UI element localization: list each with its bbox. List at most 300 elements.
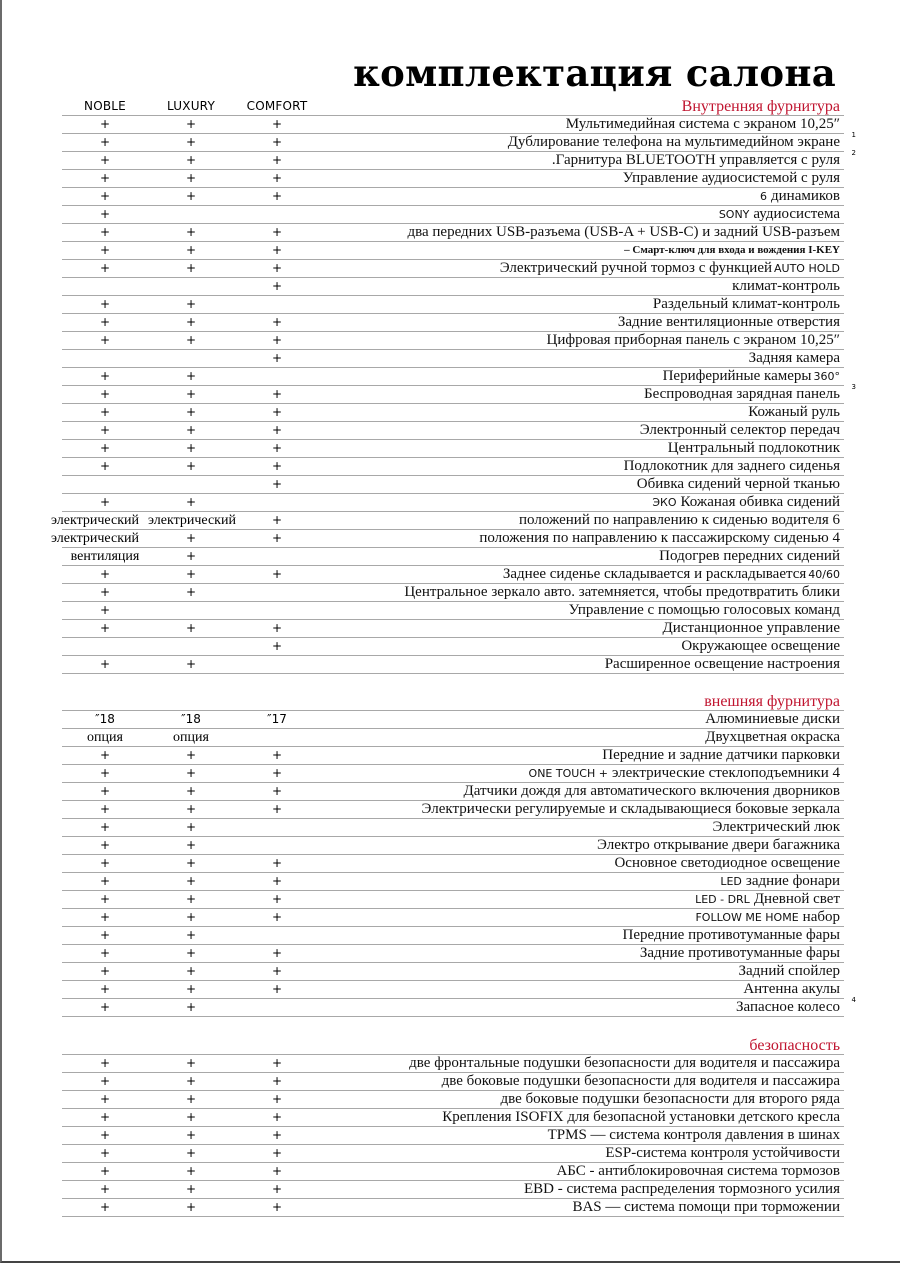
feature-text: Цифровая приборная панель с экраном 10,25″ (546, 332, 840, 348)
feature-text: Обивка сидений черной тканью (636, 476, 840, 492)
value-noble: + (99, 315, 111, 329)
value-noble: + (99, 1056, 111, 1070)
value-comfort: + (271, 225, 283, 239)
table-row (62, 368, 844, 386)
feature-label (503, 566, 840, 583)
feature-label (668, 440, 840, 457)
feature-text: Задняя камера (748, 350, 840, 366)
value-noble: электрический (51, 531, 139, 546)
feature-label (695, 909, 840, 926)
section-title: Внутренняя фурнитура (681, 98, 840, 115)
feature-label (501, 1091, 841, 1108)
table-row (51, 530, 844, 548)
value-comfort: + (271, 261, 283, 275)
feature-label (644, 386, 840, 403)
table-row (62, 440, 844, 458)
feature-text: две боковые подушки безопасности для второго ряда (500, 1091, 840, 1107)
table-row (62, 837, 844, 855)
feature-label (681, 638, 840, 655)
value-comfort: + (271, 1128, 283, 1142)
footnote-marker: 2 (851, 149, 856, 157)
value-comfort: + (271, 477, 283, 491)
feature-label (618, 314, 840, 331)
table-row (62, 476, 844, 494)
table-row (62, 638, 844, 656)
table-row (62, 783, 844, 801)
table-row (62, 620, 844, 638)
value-noble: + (99, 802, 111, 816)
value-comfort: + (271, 766, 283, 780)
value-noble: + (99, 1128, 111, 1142)
feature-label (637, 476, 840, 493)
table-row (62, 131, 856, 152)
table-row (62, 206, 844, 224)
value-noble: + (99, 928, 111, 942)
feature-label (602, 747, 840, 764)
feature-text: задние фонари (745, 873, 840, 889)
value-luxury: + (185, 1128, 197, 1142)
feature-label (624, 242, 840, 259)
feature-label (548, 1127, 840, 1144)
table-row (62, 332, 844, 350)
page-title: комплектация салона (353, 51, 836, 95)
table-row (62, 188, 844, 206)
table-row (62, 891, 844, 909)
value-comfort: + (271, 621, 283, 635)
feature-label (640, 422, 840, 439)
feature-text: климат-контроль (732, 278, 840, 294)
feature-label (422, 801, 840, 818)
value-luxury: + (185, 387, 197, 401)
footnote-marker: 3 (851, 383, 856, 391)
feature-text: Электронный селектор передач (639, 422, 840, 438)
feature-label (663, 368, 840, 385)
feature-prefix: 6 (760, 190, 768, 203)
table-row (62, 242, 844, 260)
feature-text: Задние вентиляционные отверстия (617, 314, 840, 330)
value-luxury: + (185, 243, 197, 257)
value-noble: + (99, 135, 111, 149)
value-noble: + (99, 153, 111, 167)
value-noble: + (99, 495, 111, 509)
feature-label (479, 530, 840, 547)
feature-text: АБС - антиблокировочная система тормозов (556, 1163, 840, 1179)
section-title: внешняя фурнитура (704, 693, 840, 710)
table-row (62, 296, 844, 314)
table-row (62, 458, 844, 476)
feature-text: Управление аудиосистемой с руля (622, 170, 840, 186)
value-luxury: + (185, 333, 197, 347)
feature-label (566, 116, 840, 133)
feature-label (409, 1055, 840, 1072)
table-row (62, 996, 856, 1017)
feature-label (569, 602, 840, 619)
feature-text: Задний спойлер (738, 963, 840, 979)
feature-text: Окружающее освещение (681, 638, 840, 654)
table-row (62, 873, 844, 891)
value-luxury: + (185, 820, 197, 834)
value-noble: + (99, 766, 111, 780)
table-row (62, 963, 844, 981)
column-header-comfort: COMFORT (246, 99, 308, 113)
value-luxury: + (185, 531, 197, 545)
feature-label (624, 458, 840, 475)
feature-text: Двухцветная окраска (705, 729, 840, 745)
value-noble: + (99, 333, 111, 347)
section-2-table (62, 693, 856, 1017)
value-comfort: + (271, 946, 283, 960)
value-comfort: + (271, 1056, 283, 1070)
table-row (62, 819, 844, 837)
value-luxury: + (185, 946, 197, 960)
feature-label (705, 729, 840, 746)
table-row (62, 566, 844, 584)
feature-text: Дневной свет (753, 891, 840, 907)
feature-text: Электрический ручной тормоз с функцией (499, 260, 773, 276)
value-noble: + (99, 982, 111, 996)
feature-text: – Смарт-ключ для входа и вождения I-KEY (624, 244, 840, 256)
table-row (62, 945, 844, 963)
value-noble: + (99, 207, 111, 221)
value-comfort: + (271, 639, 283, 653)
feature-label (556, 1163, 840, 1180)
value-comfort: + (271, 351, 283, 365)
feature-label (442, 1073, 840, 1090)
value-comfort: + (271, 856, 283, 870)
value-comfort: + (271, 748, 283, 762)
value-luxury: + (185, 1182, 197, 1196)
value-comfort: + (271, 802, 283, 816)
value-noble: + (99, 621, 111, 635)
table-row (62, 729, 844, 747)
feature-text: динамиков (771, 188, 840, 204)
feature-label (463, 783, 840, 800)
value-luxury: + (185, 621, 197, 635)
value-luxury: + (185, 315, 197, 329)
value-comfort: + (271, 1074, 283, 1088)
feature-text: TPMS — система контроля давления в шинах (547, 1127, 840, 1143)
value-comfort: + (271, 333, 283, 347)
value-noble: вентиляция (70, 549, 140, 564)
feature-text: BAS — система помощи при торможении (572, 1199, 840, 1215)
table-row (62, 1199, 844, 1217)
feature-label (736, 999, 840, 1016)
value-luxury: + (185, 874, 197, 888)
feature-label (743, 981, 840, 998)
feature-text: .Гарнитура BLUETOOTH управляется с руля (551, 152, 840, 168)
value-luxury: + (185, 802, 197, 816)
feature-suffix: 360° (813, 370, 840, 383)
value-luxury: + (185, 982, 197, 996)
value-luxury: + (185, 153, 197, 167)
feature-label (695, 891, 840, 908)
value-luxury: + (185, 225, 197, 239)
feature-label (760, 188, 840, 205)
feature-label (623, 170, 840, 187)
feature-label (614, 855, 840, 872)
table-row (62, 383, 856, 404)
feature-label (705, 711, 840, 728)
value-comfort: + (271, 441, 283, 455)
value-comfort: + (271, 171, 283, 185)
feature-text: Центральное зеркало авто. затемняется, чтобы предотвратить блики (404, 584, 840, 600)
value-luxury: + (185, 1200, 197, 1214)
feature-text: Мультимедийная система с экраном 10,25″ (565, 116, 840, 132)
value-luxury: + (185, 1056, 197, 1070)
table-row (62, 602, 844, 620)
table-row (62, 747, 844, 765)
section-3-table (62, 1037, 844, 1217)
value-comfort: + (271, 459, 283, 473)
value-comfort: + (271, 964, 283, 978)
feature-label (442, 1109, 840, 1126)
value-luxury: + (185, 1146, 197, 1160)
section-title: безопасность (749, 1037, 840, 1054)
value-noble: + (99, 910, 111, 924)
feature-label (748, 404, 840, 421)
feature-text: Беспроводная зарядная панель (644, 386, 840, 402)
value-luxury: ″18 (181, 712, 201, 726)
table-row (62, 116, 844, 134)
value-comfort: + (271, 567, 283, 581)
feature-label (659, 548, 840, 565)
value-noble: опция (87, 730, 123, 745)
feature-label (623, 927, 840, 944)
feature-text: Заднее сиденье складывается и раскладывается (502, 566, 807, 582)
value-noble: + (99, 838, 111, 852)
value-comfort: + (271, 513, 283, 527)
value-noble: + (99, 1164, 111, 1178)
feature-label (652, 494, 840, 511)
feature-text: Антенна акулы (743, 981, 840, 997)
feature-suffix: 40/60 (808, 568, 840, 581)
feature-label (605, 1145, 840, 1162)
value-comfort: + (271, 1146, 283, 1160)
column-header-noble: NOBLE (84, 99, 126, 113)
feature-text: EBD - система распределения тормозного усилия (524, 1181, 840, 1197)
value-noble: + (99, 1182, 111, 1196)
feature-prefix: ONE TOUCH + (528, 767, 608, 780)
value-comfort: + (271, 1164, 283, 1178)
value-luxury: + (185, 1092, 197, 1106)
feature-text: Дистанционное управление (662, 620, 840, 636)
value-luxury: + (185, 892, 197, 906)
value-noble: + (99, 225, 111, 239)
value-luxury: + (185, 423, 197, 437)
feature-prefix: LED (720, 875, 742, 888)
feature-text: Кожаный руль (748, 404, 840, 420)
feature-label (572, 1199, 840, 1216)
feature-text: Электрически регулируемые и складывающиеся боковые зеркала (421, 801, 840, 817)
value-luxury: + (185, 189, 197, 203)
value-noble: + (99, 892, 111, 906)
feature-label (404, 584, 840, 601)
value-comfort: + (271, 910, 283, 924)
value-noble: + (99, 369, 111, 383)
feature-label (712, 819, 840, 836)
value-noble: + (99, 171, 111, 185)
table-row (62, 149, 856, 170)
feature-text: два передних USB-разъема (USB-A + USB-C) и задний USB-разъем (407, 224, 840, 240)
value-luxury: + (185, 441, 197, 455)
value-comfort: + (271, 784, 283, 798)
feature-label (508, 134, 840, 151)
value-noble: + (99, 603, 111, 617)
table-row (62, 1055, 844, 1073)
feature-text: Передние противотуманные фары (622, 927, 840, 943)
value-noble: + (99, 585, 111, 599)
table-row (62, 170, 844, 188)
feature-text: ESP-система контроля устойчивости (605, 1145, 840, 1161)
value-comfort: + (271, 892, 283, 906)
feature-label (524, 1181, 840, 1198)
feature-text: две боковые подушки безопасности для водителя и пассажира (441, 1073, 840, 1089)
table-row (62, 656, 844, 674)
value-luxury: + (185, 928, 197, 942)
value-noble: + (99, 784, 111, 798)
table-row (62, 1127, 844, 1145)
value-comfort: + (271, 387, 283, 401)
feature-prefix: ЭКО (652, 496, 677, 509)
feature-label (732, 278, 840, 295)
value-luxury: опция (173, 730, 209, 745)
value-luxury: + (185, 171, 197, 185)
feature-label (749, 350, 840, 367)
feature-label (500, 260, 840, 277)
value-luxury: + (185, 567, 197, 581)
value-luxury: + (185, 1074, 197, 1088)
value-noble: + (99, 117, 111, 131)
value-comfort: + (271, 423, 283, 437)
value-noble: + (99, 1092, 111, 1106)
value-noble: + (99, 1146, 111, 1160)
feature-label (519, 512, 840, 529)
feature-label (407, 224, 840, 241)
table-row (62, 278, 844, 296)
value-noble: + (99, 1074, 111, 1088)
value-noble: + (99, 387, 111, 401)
feature-text: Электро открывание двери багажника (597, 837, 840, 853)
value-noble: + (99, 261, 111, 275)
value-noble: + (99, 189, 111, 203)
feature-prefix: LED - DRL (695, 893, 750, 906)
footnote-marker: 4 (851, 996, 856, 1004)
value-luxury: + (185, 784, 197, 798)
value-luxury: + (185, 369, 197, 383)
value-comfort: + (271, 135, 283, 149)
section-header-row (62, 98, 844, 116)
value-noble: + (99, 441, 111, 455)
value-comfort: + (271, 153, 283, 167)
feature-label (546, 332, 840, 349)
feature-text: Подогрев передних сидений (659, 548, 840, 564)
feature-text: Управление с помощью голосовых команд (568, 602, 840, 618)
feature-text: Расширенное освещение настроения (604, 656, 840, 672)
feature-label (663, 620, 840, 637)
value-noble: + (99, 1110, 111, 1124)
value-luxury: + (185, 459, 197, 473)
feature-text: набор (802, 909, 840, 925)
table-row (62, 855, 844, 873)
feature-text: Передние и задние датчики парковки (602, 747, 840, 763)
value-comfort: + (271, 1092, 283, 1106)
table-row (62, 350, 844, 368)
table-row (62, 1091, 844, 1109)
feature-text: Запасное колесо (736, 999, 840, 1015)
section-header-row (62, 693, 844, 711)
feature-text: Крепления ISOFIX для безопасной установки детского кресла (442, 1109, 840, 1125)
feature-text: Подлокотник для заднего сиденья (623, 458, 840, 474)
value-luxury: + (185, 135, 197, 149)
value-noble: + (99, 297, 111, 311)
feature-label (597, 837, 840, 854)
feature-text: Задние противотуманные фары (639, 945, 840, 961)
feature-label (653, 296, 840, 313)
footnote-marker: 1 (851, 131, 856, 139)
feature-label (552, 152, 840, 169)
value-luxury: + (185, 910, 197, 924)
value-comfort: + (271, 1110, 283, 1124)
value-noble: + (99, 657, 111, 671)
value-comfort: + (271, 874, 283, 888)
table-row (62, 711, 844, 729)
feature-text: Алюминиевые диски (705, 711, 840, 727)
value-noble: + (99, 459, 111, 473)
value-noble: + (99, 874, 111, 888)
feature-suffix: AUTO HOLD (774, 262, 840, 275)
feature-text: Центральный подлокотник (667, 440, 840, 456)
feature-label (605, 656, 840, 673)
value-comfort: ″17 (267, 712, 287, 726)
value-luxury: + (185, 585, 197, 599)
value-luxury: + (185, 748, 197, 762)
value-comfort: + (271, 243, 283, 257)
value-noble: + (99, 1200, 111, 1214)
value-noble: + (99, 964, 111, 978)
value-luxury: + (185, 495, 197, 509)
table-row (62, 260, 844, 278)
feature-text: положений по направлению к сиденью водителя 6 (519, 512, 840, 528)
value-noble: + (99, 567, 111, 581)
table-row (62, 981, 844, 999)
table-row (62, 927, 844, 945)
feature-text: две фронтальные подушки безопасности для водителя и пассажира (409, 1055, 840, 1071)
value-comfort: + (271, 1182, 283, 1196)
value-noble: + (99, 1000, 111, 1014)
feature-label (719, 206, 840, 223)
value-noble: + (99, 946, 111, 960)
value-luxury: + (185, 1000, 197, 1014)
value-noble: + (99, 748, 111, 762)
value-comfort: + (271, 531, 283, 545)
table-row (62, 1073, 844, 1091)
table-row (62, 801, 844, 819)
value-luxury: + (185, 856, 197, 870)
table-row (62, 909, 844, 927)
feature-text: положения по направлению к пассажирскому сиденью 4 (479, 530, 840, 546)
table-row (62, 224, 844, 242)
value-luxury: + (185, 1110, 197, 1124)
value-noble: + (99, 856, 111, 870)
value-comfort: + (271, 189, 283, 203)
table-row (51, 512, 844, 530)
value-noble: электрический (51, 513, 139, 528)
value-comfort: + (271, 1200, 283, 1214)
feature-text: Раздельный климат-контроль (652, 296, 840, 312)
table-row (62, 1181, 844, 1199)
feature-prefix: FOLLOW ME HOME (695, 911, 799, 924)
value-comfort: + (271, 982, 283, 996)
